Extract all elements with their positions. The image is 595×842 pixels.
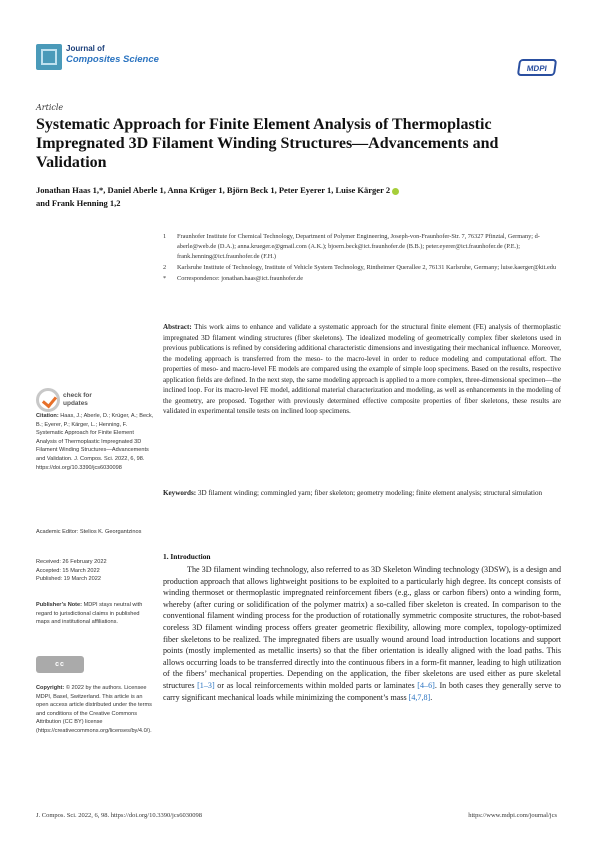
- intro-text: or as local reinforcements within molded parts or laminates: [214, 680, 418, 690]
- affil-text: Karlsruhe Institute of Technology, Institute of Vehicle System Technology, Rintheimer Querallee 2, 76131 Karlsruhe, Germany; luise.kaerger@kit.edu: [177, 264, 557, 271]
- copyright-label: Copyright:: [36, 685, 65, 691]
- check-for-updates-icon[interactable]: [36, 388, 60, 412]
- received-date: Received: 26 February 2022: [36, 559, 107, 565]
- cc-by-license-icon[interactable]: cc: [36, 656, 84, 673]
- authors-line1: Jonathan Haas 1,*, Daniel Aberle 1, Anna Krüger 1, Björn Beck 1, Peter Eyerer 1, Luise Kärger 2: [36, 185, 391, 195]
- publisher-note: [36, 601, 154, 627]
- citation: [36, 412, 154, 472]
- affil-num: *: [163, 275, 167, 282]
- section-heading: 1. Introduction: [163, 552, 211, 561]
- paper-title: Systematic Approach for Finite Element Analysis of Thermoplastic Impregnated 3D Filament Winding Structures—Advancements and Validation: [36, 116, 499, 171]
- dates: [36, 558, 154, 584]
- affil-num: 1: [163, 233, 167, 240]
- citation-link[interactable]: [1–3]: [197, 680, 215, 690]
- abstract-label: Abstract:: [163, 323, 192, 331]
- abstract: [163, 322, 561, 417]
- affiliations: [163, 232, 563, 284]
- journal-logo-icon: [36, 44, 62, 70]
- abstract-text: This work aims to enhance and validate a systematic approach for the structural finite element (FE) analysis of thermoplastic impregnated 3D filament winding structures (fiber skeletons). The idealized modeling of geometrically complex fiber skeletons used in previous publications is refined by considering additional characteristic dimensions and investigating their mechanical influence. Moreover, the modeling approach is transferred from the meso- to the macro-level in order to reduce modeling and computational effort. The properties of meso- and macro-level FE models are compared using the example of simple loop specimens. Based on the results, respective application fields are defined. In the next step, the same modeling approach is applied to a more complex, three-dimensional specimen—the inclined loop. For its macro-level FE model, additional material characterization and modeling, as well as enhancements in the modeling of the geometry, are proposed. Together with previously determined effective composite properties of fiber skeletons, these results are validated in experimental tensile tests on inclined loop specimens.: [163, 323, 561, 416]
- intro-text: The 3D filament winding technology, also referred to as 3D Skeleton Winding technology (3DSW), is a design and production approach that allows lightweight positions to be exploited to a particularly high degree. Its concept consists of winding thermoset or thermoplastic impregnated reinforcement fibers (e.g., glass or carbon fibers) onto a winding form, whereby (after curing or solidification of the polymer matrix) a so-called fiber skeleton is created. In comparison to the conventional filament winding process for the production of rotationally symmetric composite structures, the robot-based coreless 3D filament winding process offers greater geometric flexibility, allowing more complex, topology-optimized fiber skeletons to be realized. The impregnated fibers are usually wound around load introduction locations and support points (mostly implemented as metallic inserts) so that the fiber orientation is ideally aligned with the load paths. This allows occurring loads to be transferred directly into the continuous fibers in a form-fit manner, leading to high utilization of the fibers’ mechanical properties. Depending on the application, the fiber skeletons are used either as pure skeletal structures: [163, 565, 561, 690]
- citation-link[interactable]: [4–6]: [417, 680, 435, 690]
- article-type: Article: [36, 103, 64, 112]
- affil-num: 2: [163, 264, 167, 271]
- keywords-text: 3D filament winding; commingled yarn; fiber skeleton; geometry modeling; finite element analysis; structural simulation: [197, 489, 543, 497]
- authors-line2: and Frank Henning 1,2: [36, 198, 121, 208]
- journal-name-line1: Journal of: [66, 44, 105, 53]
- authors: [36, 184, 556, 210]
- journal-name-line2: Composites Science: [66, 54, 159, 65]
- publisher-note-label: Publisher’s Note:: [36, 602, 83, 608]
- copyright-text: © 2022 by the authors. Licensee MDPI, Basel, Switzerland. This article is an open access article distributed under the terms and conditions of the Creative Commons Attribution (CC BY) license (https://creativecommons.org/licenses/by/4.0/).: [36, 685, 152, 734]
- affil-text: Fraunhofer Institute for Chemical Technology, Department of Polymer Engineering, Joseph-von-Fraunhofer-Str. 7, 76327 Pfinztal, Germany; d-aberle@web.de (D.A.); anna.krueger.e@gmail.com (A.K.); bjoern.beck@ict.fraunhofer.de (B.B.); peter.eyerer@ict.fraunhofer.de (P.E.); frank.henning@ict.fraunhofer.de (F.H.): [177, 233, 540, 260]
- affil-text: Correspondence: jonathan.haas@ict.fraunhofer.de: [177, 275, 304, 282]
- check-for-updates-label[interactable]: check for updates: [63, 392, 92, 407]
- intro-text: .: [430, 692, 433, 702]
- footer-citation[interactable]: J. Compos. Sci. 2022, 6, 98. https://doi.org/10.3390/jcs6030098: [36, 812, 203, 819]
- citation-text: Haas, J.; Aberle, D.; Krüger, A.; Beck, B.; Eyerer, P.; Kärger, L.; Henning, F. Systematic Approach for Finite Element Analysis of Thermoplastic Impregnated 3D Filament Winding Structures—Advancements and Validation. J. Compos. Sci. 2022, 6, 98. https://doi.org/10.3390/jcs6030098: [36, 413, 154, 471]
- introduction-paragraph: [163, 564, 561, 703]
- mdpi-logo: MDPI: [517, 59, 557, 76]
- publisher-note-text: MDPI stays neutral with regard to jurisdictional claims in published maps and institutional affiliations.: [36, 602, 143, 626]
- keywords-label: Keywords:: [163, 489, 197, 497]
- accepted-date: Accepted: 15 March 2022: [36, 567, 100, 574]
- published-date: Published: 19 March 2022: [36, 576, 101, 583]
- academic-editor: Academic Editor: Stelios K. Georgantzinos: [36, 529, 142, 535]
- intro-text: . In both cases they generally serve to carry significant mechanical loads while minimizing the component’s mass: [163, 680, 561, 702]
- orcid-icon[interactable]: [392, 188, 399, 195]
- copyright: [36, 684, 154, 736]
- footer-journal-url[interactable]: https://www.mdpi.com/journal/jcs: [468, 812, 557, 819]
- keywords: [163, 488, 561, 499]
- citation-link[interactable]: [4,7,8]: [408, 692, 431, 702]
- citation-label: Citation:: [36, 413, 59, 419]
